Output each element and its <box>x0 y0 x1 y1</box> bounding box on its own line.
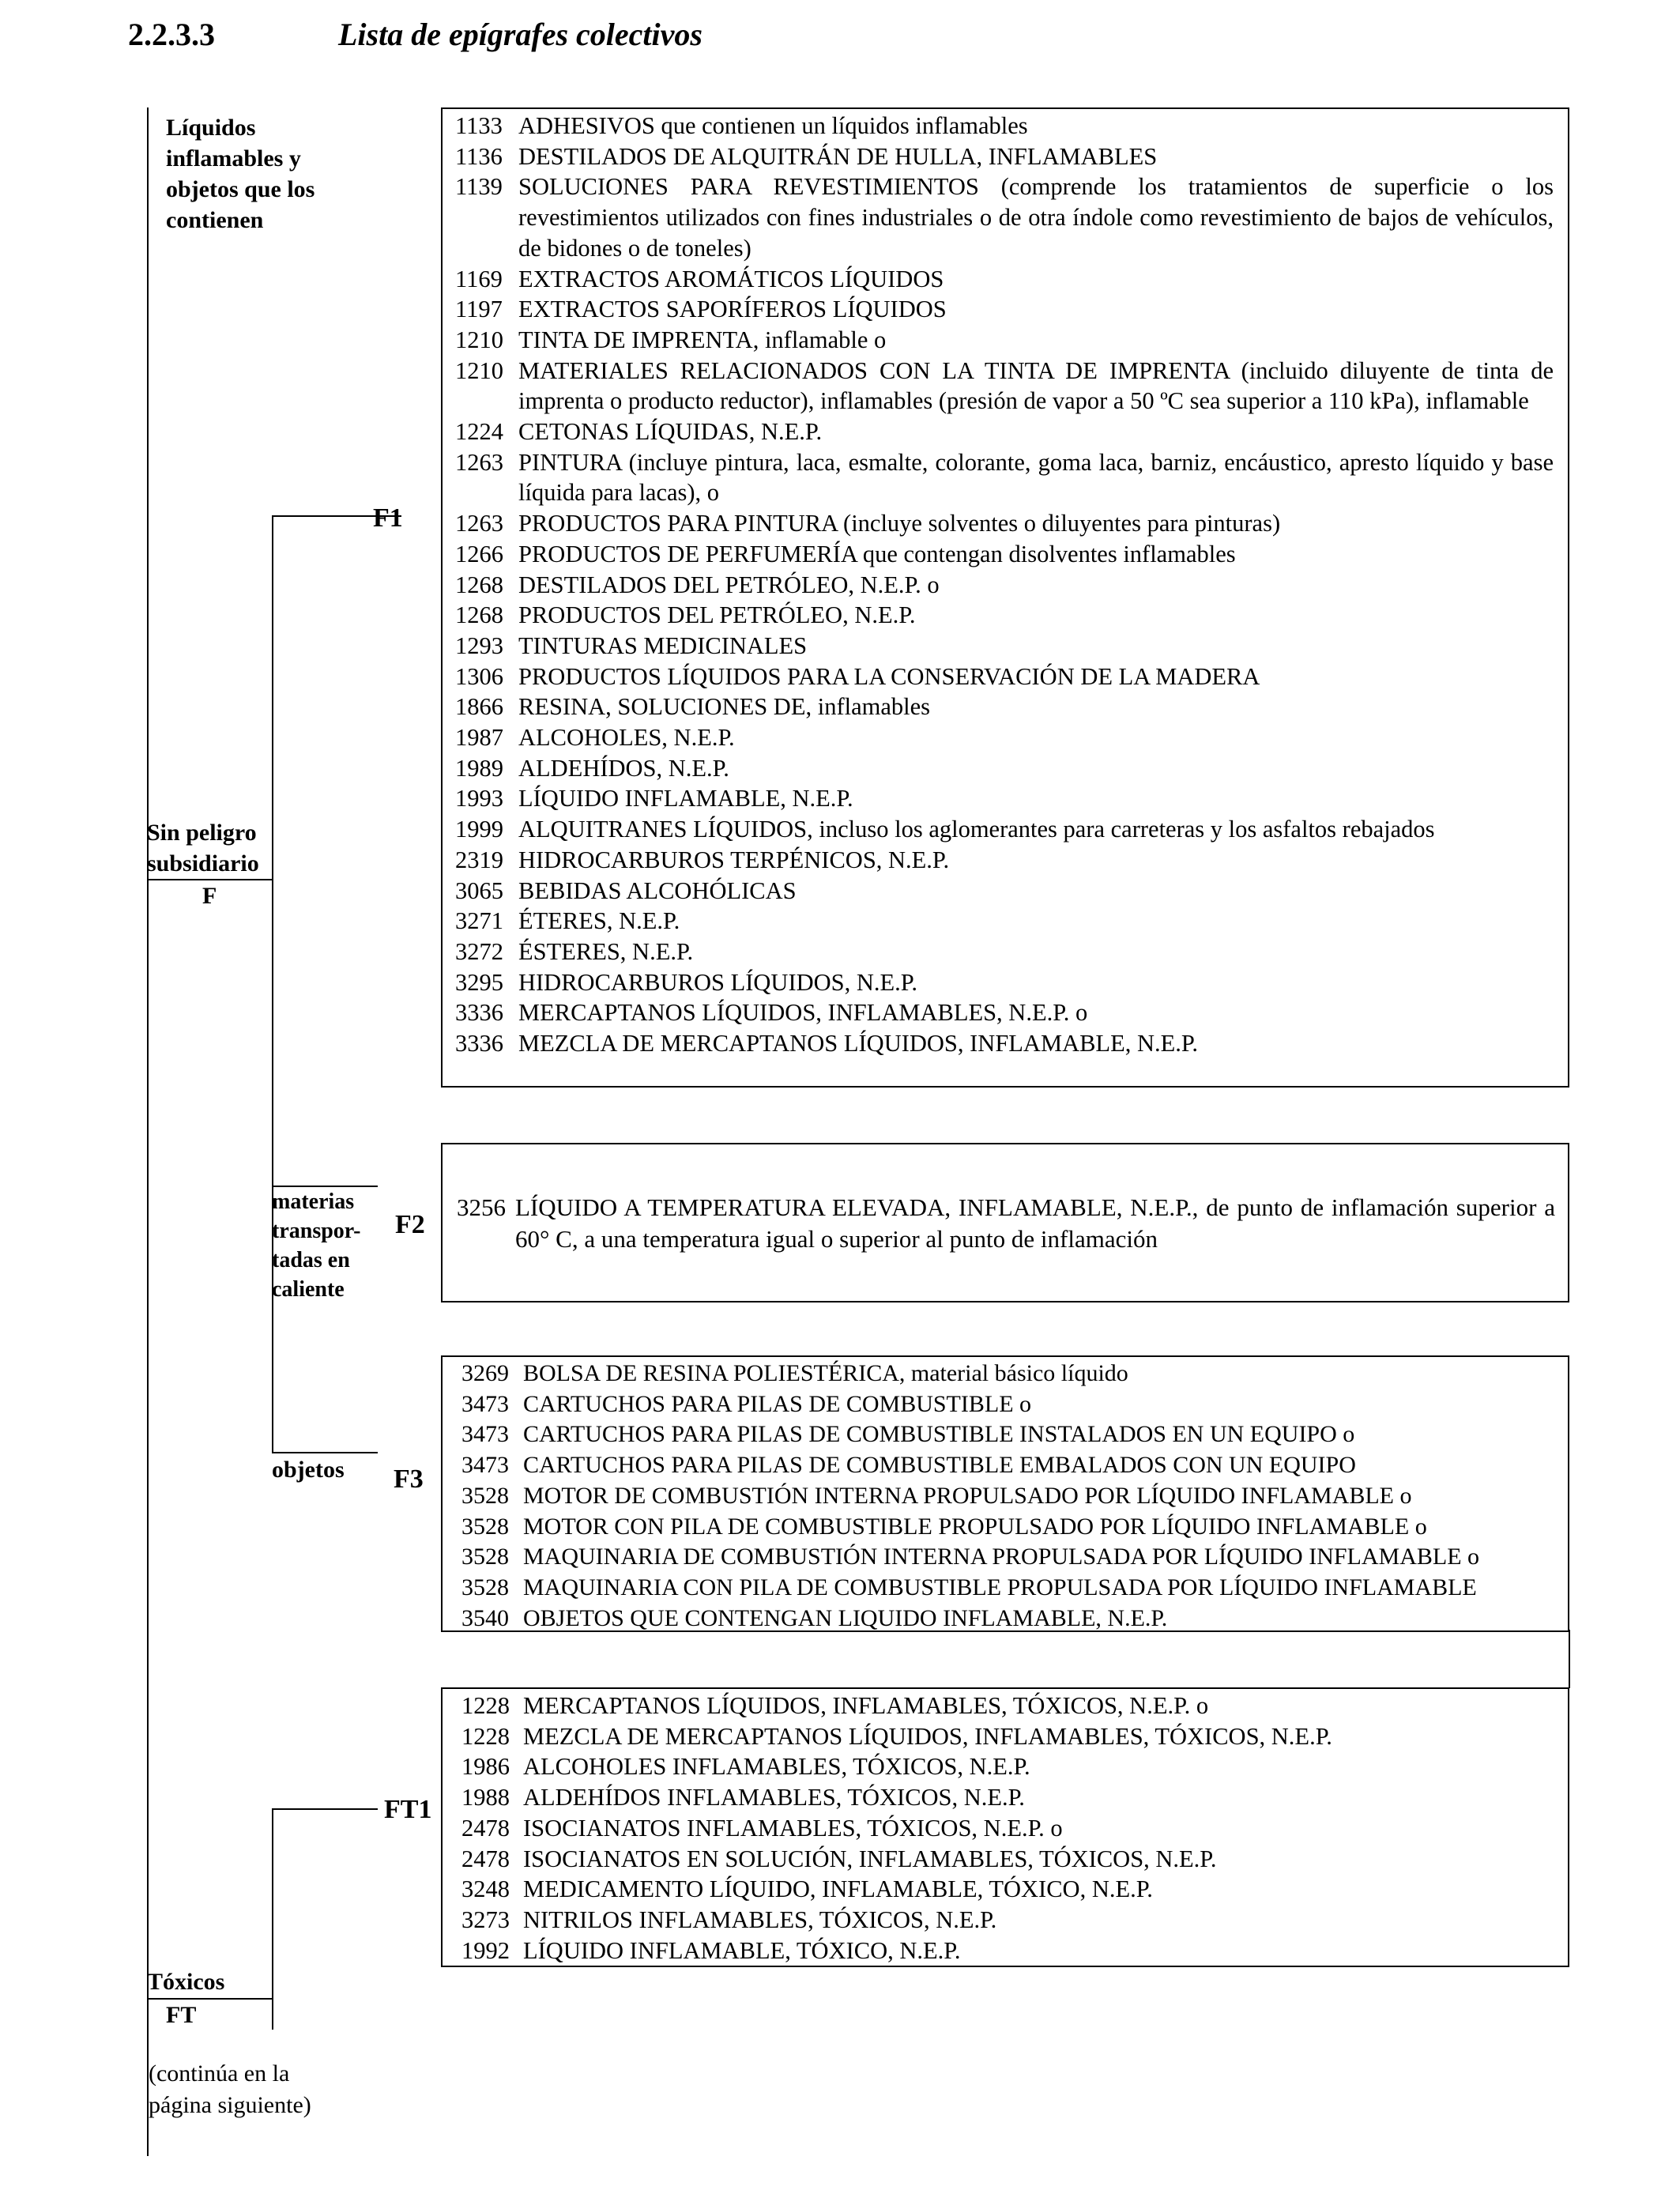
entry-row <box>461 1512 1568 1543</box>
entry-text: ALQUITRANES LÍQUIDOS, incluso los aglomerantes para carreteras y los asfaltos rebajados <box>518 816 1435 843</box>
entry-text: ALDEHÍDOS INFLAMABLES, TÓXICOS, N.E.P. <box>523 1784 1025 1811</box>
entry-number: 3256 <box>457 1193 506 1221</box>
entry-number: 1266 <box>455 540 503 567</box>
entry-text: ADHESIVOS que contienen un líquidos inflamables <box>518 112 1028 139</box>
entry-number: 3336 <box>455 1030 503 1057</box>
entry-text: OBJETOS QUE CONTENGAN LIQUIDO INFLAMABLE, N.E.P. <box>523 1604 1168 1631</box>
entry-row <box>455 722 1554 753</box>
entry-text: MATERIALES RELACIONADOS CON LA TINTA DE IMPRENTA (incluido diluyente de tinta de imprenta o producto reductor), inflamables (presión de vapor a 50 ºC sea superior a 110 kPa), inflamable <box>518 356 1554 415</box>
entry-row <box>461 1782 1560 1813</box>
entry-row <box>455 417 1554 447</box>
entry-number: 1133 <box>455 112 503 139</box>
entry-number: 1993 <box>455 785 503 812</box>
entry-row <box>455 753 1554 784</box>
entry-text: RESINA, SOLUCIONES DE, inflamables <box>518 693 931 721</box>
entry-text: MERCAPTANOS LÍQUIDOS, INFLAMABLES, TÓXICOS, N.E.P. o <box>523 1692 1209 1719</box>
entry-number: 1263 <box>455 448 503 476</box>
entry-number: 1197 <box>455 296 503 323</box>
entry-number: 1293 <box>455 631 503 659</box>
entry-number: 3473 <box>461 1452 509 1479</box>
entry-row <box>461 1844 1560 1875</box>
entry-number: 2319 <box>455 846 503 873</box>
group-code-f3: F3 <box>394 1465 424 1494</box>
entry-number: 3269 <box>461 1360 509 1386</box>
entries-list-ft1 <box>461 1691 1560 1966</box>
entry-row <box>455 997 1554 1028</box>
entry-text: PINTURA (incluye pintura, laca, esmalte, colorante, goma laca, barniz, encáustico, apresto líquido y base líquida para lacas), o <box>518 448 1554 507</box>
entry-text: MEZCLA DE MERCAPTANOS LÍQUIDOS, INFLAMABLES, TÓXICOS, N.E.P. <box>523 1722 1332 1750</box>
entry-row <box>455 141 1554 172</box>
entry-number: 1866 <box>455 693 503 721</box>
entry-row <box>457 1192 1555 1255</box>
entry-number: 3295 <box>455 968 503 996</box>
entry-text: MOTOR CON PILA DE COMBUSTIBLE PROPULSADO POR LÍQUIDO INFLAMABLE o <box>523 1513 1427 1540</box>
entry-number: 1136 <box>455 142 503 170</box>
f3-connector-line <box>272 1452 378 1453</box>
entry-text: HIDROCARBUROS TERPÉNICOS, N.E.P. <box>518 846 950 873</box>
entry-row <box>455 631 1554 662</box>
entry-text: NITRILOS INFLAMABLES, TÓXICOS, N.E.P. <box>523 1906 997 1933</box>
entry-row <box>461 1905 1560 1936</box>
entry-number: 3336 <box>455 999 503 1027</box>
entry-row <box>455 662 1554 692</box>
entry-number: 1224 <box>455 418 503 446</box>
entry-text: MOTOR DE COMBUSTIÓN INTERNA PROPULSADO POR LÍQUIDO INFLAMABLE o <box>523 1482 1412 1509</box>
main-trunk-line <box>147 107 149 2156</box>
entry-number: 1263 <box>455 510 503 537</box>
entry-number: 3248 <box>461 1875 510 1903</box>
entry-text: MAQUINARIA DE COMBUSTIÓN INTERNA PROPULSADA POR LÍQUIDO INFLAMABLE o <box>523 1544 1480 1570</box>
entry-row <box>461 1573 1568 1604</box>
entry-text: MAQUINARIA CON PILA DE COMBUSTIBLE PROPULSADA POR LÍQUIDO INFLAMABLE <box>523 1574 1477 1600</box>
entry-text: TINTURAS MEDICINALES <box>518 631 808 659</box>
ft-branch-line <box>272 1808 273 2030</box>
entry-number: 3272 <box>455 937 503 965</box>
entry-number: 3473 <box>461 1390 509 1417</box>
entry-row <box>455 539 1554 570</box>
entry-row <box>461 1419 1568 1450</box>
entry-row <box>455 692 1554 722</box>
entry-number: 3528 <box>461 1513 509 1540</box>
f-branch-line <box>272 515 273 1452</box>
entry-number: 1268 <box>455 571 503 598</box>
sin-peligro-code: F <box>202 883 217 909</box>
entry-text: ISOCIANATOS EN SOLUCIÓN, INFLAMABLES, TÓXICOS, N.E.P. <box>523 1845 1217 1872</box>
entry-number: 2478 <box>461 1845 510 1872</box>
objetos-label: objetos <box>272 1457 345 1483</box>
entry-text: BEBIDAS ALCOHÓLICAS <box>518 876 797 904</box>
entry-text: BOLSA DE RESINA POLIESTÉRICA, material básico líquido <box>523 1360 1128 1386</box>
entry-row <box>455 783 1554 814</box>
entry-text: CETONAS LÍQUIDAS, N.E.P. <box>518 418 823 446</box>
group-code-f2: F2 <box>395 1210 425 1239</box>
entry-text: CARTUCHOS PARA PILAS DE COMBUSTIBLE o <box>523 1390 1032 1417</box>
entry-row <box>455 447 1554 508</box>
entry-text: SOLUCIONES PARA REVESTIMIENTOS (comprende los tratamientos de superficie o los revestimientos utilizados con fines industriales o de otra índole como revestimiento de bajos de vehículos, de bidones o de toneles) <box>518 173 1554 262</box>
entry-text: MEDICAMENTO LÍQUIDO, INFLAMABLE, TÓXICO, N.E.P. <box>523 1875 1153 1903</box>
entry-number: 1139 <box>455 173 503 201</box>
entry-text: DESTILADOS DE ALQUITRÁN DE HULLA, INFLAMABLES <box>518 142 1158 170</box>
entry-row <box>455 325 1554 356</box>
entry-row <box>461 1721 1560 1752</box>
sin-peligro-label: Sin peligro subsidiario <box>147 820 259 876</box>
entry-number: 1228 <box>461 1692 510 1719</box>
entry-row <box>455 600 1554 631</box>
section-title: Lista de epígrafes colectivos <box>338 17 703 52</box>
ft1-connector-line <box>272 1808 378 1810</box>
entry-text: ÉTERES, N.E.P. <box>518 907 680 935</box>
entry-text: ALCOHOLES INFLAMABLES, TÓXICOS, N.E.P. <box>523 1753 1030 1781</box>
entry-row <box>455 967 1554 998</box>
entry-number: 1228 <box>461 1722 510 1750</box>
materias-label: materias transpor- tadas en caliente <box>272 1189 361 1302</box>
entry-row <box>455 906 1554 937</box>
entry-text: TINTA DE IMPRENTA, inflamable o <box>518 326 887 353</box>
entry-number: 3473 <box>461 1421 509 1448</box>
entry-row <box>455 172 1554 263</box>
entry-text: CARTUCHOS PARA PILAS DE COMBUSTIBLE INSTALADOS EN UN EQUIPO o <box>523 1421 1355 1448</box>
entry-text: LÍQUIDO INFLAMABLE, N.E.P. <box>518 785 853 812</box>
entry-text: ALCOHOLES, N.E.P. <box>518 724 735 752</box>
entry-number: 1210 <box>455 326 503 353</box>
group-code-f1: F1 <box>373 503 403 533</box>
entry-text: PRODUCTOS PARA PINTURA (incluye solventes o diluyentes para pinturas) <box>518 510 1281 537</box>
group-code-ft1: FT1 <box>384 1795 432 1824</box>
entry-text: MERCAPTANOS LÍQUIDOS, INFLAMABLES, N.E.P. o <box>518 999 1088 1027</box>
entry-row <box>455 814 1554 845</box>
entry-text: HIDROCARBUROS LÍQUIDOS, N.E.P. <box>518 968 917 996</box>
entry-text: MEZCLA DE MERCAPTANOS LÍQUIDOS, INFLAMABLE, N.E.P. <box>518 1030 1199 1057</box>
entry-number: 1992 <box>461 1936 510 1964</box>
entry-row <box>461 1481 1568 1512</box>
entry-row <box>455 508 1554 539</box>
entry-text: EXTRACTOS SAPORÍFEROS LÍQUIDOS <box>518 296 947 323</box>
entry-text: DESTILADOS DEL PETRÓLEO, N.E.P. o <box>518 571 940 598</box>
entry-row <box>461 1813 1560 1844</box>
entry-text: ÉSTERES, N.E.P. <box>518 937 694 965</box>
entry-text: PRODUCTOS LÍQUIDOS PARA LA CONSERVACIÓN DE LA MADERA <box>518 662 1260 690</box>
entry-row <box>461 1450 1568 1481</box>
continuation-note: (continúa en la página siguiente) <box>149 2060 311 2118</box>
toxicos-label: Tóxicos <box>147 1969 225 1995</box>
f3-ft1-joint-line <box>1569 1630 1570 1688</box>
entry-number: 1988 <box>461 1784 510 1811</box>
entry-row <box>461 1936 1560 1966</box>
entry-number: 3065 <box>455 876 503 904</box>
entry-number: 1987 <box>455 724 503 752</box>
entry-row <box>461 1691 1560 1721</box>
entry-row <box>455 876 1554 907</box>
entry-row <box>461 1389 1568 1420</box>
entries-list-f3 <box>461 1359 1568 1634</box>
entry-number: 3528 <box>461 1482 509 1509</box>
entry-row <box>455 294 1554 325</box>
entry-row <box>455 111 1554 141</box>
entry-text: EXTRACTOS AROMÁTICOS LÍQUIDOS <box>518 265 944 292</box>
entry-number: 1268 <box>455 601 503 629</box>
entry-text: LÍQUIDO A TEMPERATURA ELEVADA, INFLAMABLE, N.E.P., de punto de inflamación superior a 60° C, a una temperatura igual o superior al punto de inflamación <box>515 1193 1555 1253</box>
entry-row <box>455 570 1554 601</box>
entries-list-f2 <box>457 1192 1555 1255</box>
entry-row <box>455 264 1554 295</box>
entry-number: 1169 <box>455 265 503 292</box>
entry-row <box>461 1874 1560 1905</box>
entry-number: 3528 <box>461 1574 509 1600</box>
section-number: 2.2.3.3 <box>128 17 215 52</box>
entry-row <box>461 1604 1568 1634</box>
entry-row <box>455 937 1554 967</box>
entry-row <box>455 845 1554 876</box>
entry-row <box>455 356 1554 417</box>
entry-text: ISOCIANATOS INFLAMABLES, TÓXICOS, N.E.P. o <box>523 1814 1063 1842</box>
toxicos-code: FT <box>166 2002 197 2028</box>
entry-text: CARTUCHOS PARA PILAS DE COMBUSTIBLE EMBALADOS CON UN EQUIPO <box>523 1452 1356 1479</box>
entry-number: 1989 <box>455 754 503 782</box>
entries-list-f1 <box>455 111 1554 1059</box>
entry-text: LÍQUIDO INFLAMABLE, TÓXICO, N.E.P. <box>523 1936 961 1964</box>
entry-number: 3528 <box>461 1544 509 1570</box>
entry-row <box>461 1359 1568 1389</box>
entry-text: ALDEHÍDOS, N.E.P. <box>518 754 729 782</box>
entry-number: 3540 <box>461 1604 509 1631</box>
entry-row <box>461 1751 1560 1782</box>
root-label: Líquidos inflamables y objetos que los contienen <box>166 115 315 233</box>
entry-number: 1999 <box>455 816 503 843</box>
entry-text: PRODUCTOS DE PERFUMERÍA que contengan disolventes inflamables <box>518 540 1236 567</box>
entry-number: 3273 <box>461 1906 510 1933</box>
entry-number: 1306 <box>455 662 503 690</box>
entry-row <box>455 1028 1554 1059</box>
entry-number: 1986 <box>461 1753 510 1781</box>
entry-number: 3271 <box>455 907 503 935</box>
entry-text: PRODUCTOS DEL PETRÓLEO, N.E.P. <box>518 601 916 629</box>
entry-row <box>461 1542 1568 1573</box>
entry-number: 2478 <box>461 1814 510 1842</box>
entry-number: 1210 <box>455 356 503 384</box>
